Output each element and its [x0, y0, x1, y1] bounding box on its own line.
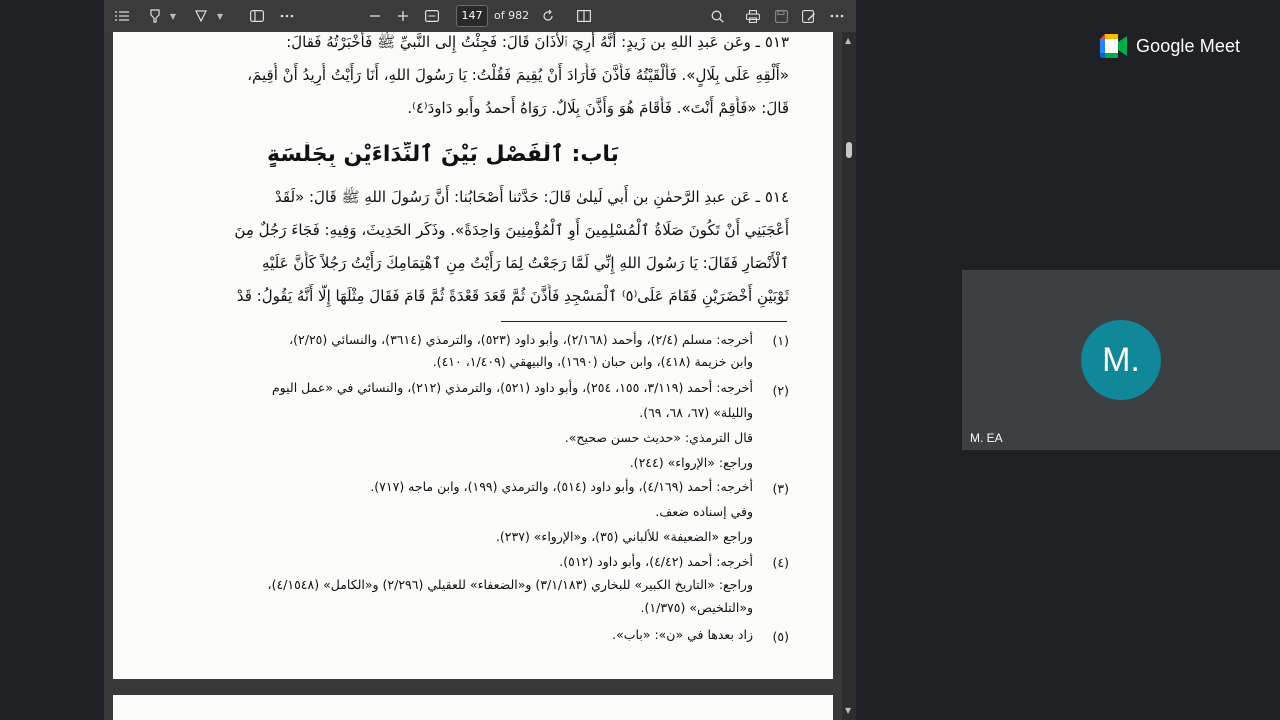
footnote-line: أخرجه: أحمد (٤/٤٢)، وأبو داود (٥١٢).: [559, 554, 753, 569]
footnote-number: (٤): [772, 555, 789, 570]
menu-icon[interactable]: [828, 6, 846, 26]
search-icon[interactable]: [708, 6, 726, 26]
draw-icon[interactable]: [192, 6, 210, 26]
hadith-513-line-2: «أَلْقِهِ عَلَى بِلَالٍ». فَأَلْقَيْتُهُ فَأَذَّنَ فَأَرَادَ أَنْ يُقِيمَ فَقُلْتُ: يَا رَسُولَ اللهِ، أَنَا رَأَيْتُ أُرِيدُ أَنْ أُقِيمَ،: [247, 66, 789, 84]
meet-camera-icon: [1100, 34, 1128, 58]
zoom-in-icon[interactable]: [394, 6, 412, 26]
footnote-line: وراجع: «التاريخ الكبير» للبخاري (٣/١/١٨٣) و«الضعفاء» للعقيلي (٢/٢٩٦) و«الكامل» (٤/١٥٤٨)،: [267, 577, 753, 592]
footnote-divider: [501, 321, 787, 322]
footnote-line: أخرجه: أحمد (٤/١٦٩)، وأبو داود (٥١٤)، والترمذي (١٩٩)، وابن ماجه (٧١٧).: [370, 479, 753, 494]
document-viewport[interactable]: [104, 32, 856, 720]
chevron-down-icon[interactable]: ▼: [216, 11, 224, 21]
footnote-number: (٢): [772, 383, 789, 398]
footnote-line: أخرجه: أحمد (٣/١١٩، ١٥٥، ٢٥٤)، وأبو داود (٥٢١)، والترمذي (٢١٢)، والنسائي في «عمل اليوم: [271, 380, 753, 395]
page-view-icon[interactable]: [574, 6, 594, 26]
hadith-513-line-1: ٥١٣ ـ وعَن عَبدِ اللهِ بن زَيدٍ: أَنَّهُ أُرِيَ ٱلأَذَانَ قَالَ: فَجِئْتُ إِلى النَّبيِّ ﷺ فَأَخْبَرْتُهُ فَقالَ:: [286, 33, 789, 51]
pdf-next-page: [113, 695, 833, 720]
footnote-line: قال الترمذي: «حديث حسن صحيح».: [564, 430, 753, 445]
more-icon[interactable]: [278, 6, 296, 26]
meet-logo-text: Google Meet: [1136, 35, 1241, 56]
footnote-line: وراجع: «الإرواء» (٢٤٤).: [629, 455, 753, 470]
google-meet-logo: [1100, 34, 1240, 58]
footnote-line: وراجع «الضعيفة» للألباني (٣٥)، و«الإرواء» (٢٣٧).: [495, 529, 753, 544]
save-icon[interactable]: [772, 6, 790, 26]
vertical-scrollbar[interactable]: [842, 32, 856, 720]
pdf-toolbar: [104, 0, 856, 32]
footnote-line: و«التلخيص» (١/٣٧٥).: [640, 600, 753, 615]
pdf-page: [113, 32, 833, 679]
page-total-label: of 982: [494, 9, 530, 22]
participant-tile[interactable]: [962, 270, 1280, 450]
highlight-icon[interactable]: [146, 6, 164, 26]
footnote-number: (٣): [772, 481, 789, 496]
hadith-514-line-1: ٥١٤ ـ عَن عبدِ الرَّحمٰنِ بن أَبي لَيلىٰ قَالَ: حَدَّثنا أَصْحَابُنا: أَنَّ رَسُولَ اللهِ ﷺ قَالَ: «لَقَدْ: [275, 188, 789, 206]
chapter-heading: بَاب: ٱلْفَصْل بَيْنَ ٱلنِّدَاءَيْنِ بِجَلْسَةٍ: [267, 142, 619, 167]
footnote-line: والليلة» (٦٧، ٦٨، ٦٩).: [639, 405, 753, 420]
hadith-513-line-3: قَالَ: «فَأَقِمْ أَنْتَ». فَأَقَامَ هُوَ وَأَذَّنَ بِلَالٌ. رَوَاهُ أَحمدُ وأَبو دَاودَ⁽٤⁾.: [407, 99, 789, 117]
footnote-line: زاد بعدها في «ن»: «باب».: [612, 627, 753, 642]
chevron-down-icon[interactable]: ▼: [169, 11, 177, 21]
fit-page-icon[interactable]: [422, 6, 442, 26]
scroll-down-icon[interactable]: ▼: [845, 706, 852, 715]
avatar: M.: [1081, 320, 1161, 400]
scroll-up-icon[interactable]: ▲: [845, 36, 852, 45]
text-box-icon[interactable]: [248, 6, 266, 26]
hadith-514-line-2: أَعْجَبَنِي أَنْ تَكُونَ صَلَاةُ ٱلْمُسْلِمِينَ أَوِ ٱلْمُؤْمِنِينَ وَاحِدَةً». وذَكَر الحَدِيثَ، وَفِيهِ: فَجَاءَ رَجُلٌ مِنَ: [234, 221, 789, 239]
rotate-icon[interactable]: [538, 6, 558, 26]
page-number-input[interactable]: 147: [456, 5, 488, 27]
pdf-viewer: [104, 0, 856, 720]
footnote-number: (١): [772, 333, 789, 348]
contents-icon[interactable]: [112, 6, 132, 26]
footnote-line: أخرجه: مسلم (٢/٤)، وأحمد (٢/١٦٨)، وأبو داود (٥٢٣)، والترمذي (٣٦١٤)، والنسائي (٢/٢٥)،: [289, 332, 753, 347]
save-as-icon[interactable]: [800, 6, 818, 26]
scrollbar-thumb[interactable]: [846, 142, 852, 158]
print-icon[interactable]: [744, 6, 762, 26]
zoom-out-icon[interactable]: [366, 6, 384, 26]
footnote-number: (٥): [772, 629, 789, 644]
hadith-514-line-3: ٱلْأَنْصَارِ فَقَالَ: يَا رَسُولَ اللهِ إِنِّي لَمَّا رَجَعْتُ لِمَا رَأَيْتُ مِنِ ٱهْتِمَامِكَ رَأَيْتُ رَجُلاً كَأَنَّ عَلَيْهِ: [262, 254, 789, 272]
footnote-line: وفي إسناده ضعف.: [655, 504, 753, 519]
footnote-line: وابن خزيمة (٤١٨)، وابن حبان (١٦٩٠)، والبيهقي (١/٤٠٩، ٤١٠).: [432, 354, 753, 369]
hadith-514-line-4: ثَوْبَيْنِ أَخْضَرَيْنِ فَقَامَ عَلَى⁽٥⁾ ٱلْمَسْجِدِ فَأَذَّنَ ثُمَّ قَعَدَ قَعْدَةً ثُمَّ قَامَ فَقَالَ مِثْلَهَا إِلَّا أَنَّهُ يَقُولُ: قَدْ: [236, 287, 789, 305]
participant-name: M. EA: [970, 431, 1003, 445]
